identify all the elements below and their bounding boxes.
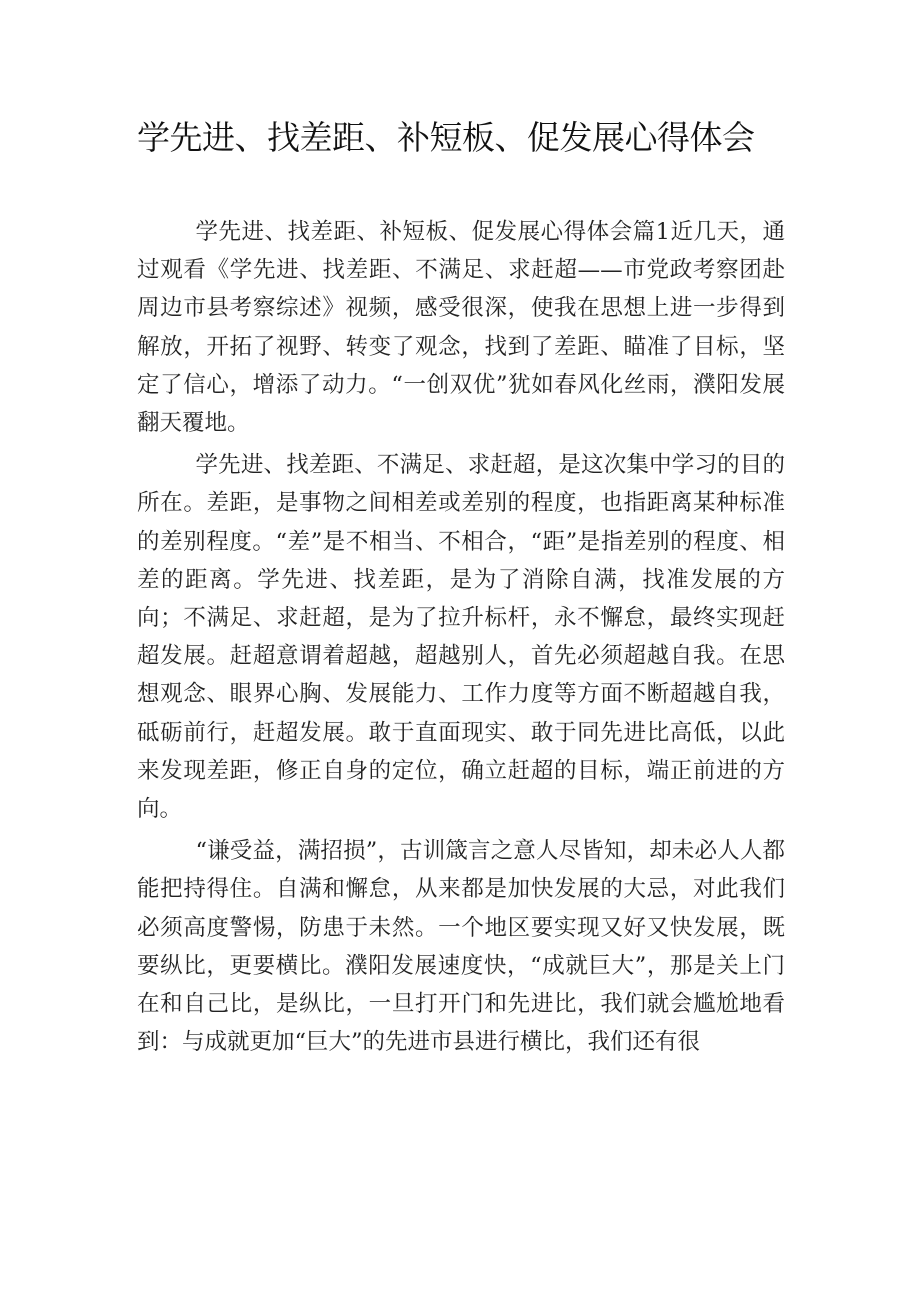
paragraph-2: 学先进、找差距、不满足、求赶超，是这次集中学习的目的所在。差距，是事物之间相差或差别的程度，也指距离某种标准的差别程度。“差”是不相当、不相合，“距”是指差别的程度、相差的距离。学先进、找差距，是为了消除自满，找准发展的方向；不满足、求赶超，是为了拉升标杆，永不懈怠，最终实现赶超发展。赶超意谓着超越，超越别人，首先必须超越自我。在思想观念、眼界心胸、发展能力、工作力度等方面不断超越自我，砥砺前行，赶超发展。敢于直面现实、敢于同先进比高低，以此来发现差距，修正自身的定位，确立赶超的目标，端正前进的方向。 — [137, 452, 785, 823]
document-body — [137, 213, 785, 1061]
document-title: 学先进、找差距、补短板、促发展心得体会 — [137, 118, 755, 157]
paragraph-3: “谦受益，满招损”，古训箴言之意人尽皆知，却未必人人都能把持得住。自满和懈怠，从来都是加快发展的大忌，对此我们必须高度警惕，防患于未然。一个地区要实现又好又快发展，既要纵比，更要横比。濮阳发展速度快，“成就巨大”，那是关上门在和自己比，是纵比，一旦打开门和先进比，我们就会尴尬地看到：与成就更加“巨大”的先进市县进行横比，我们还有很 — [137, 838, 785, 1056]
paragraph-1: 学先进、找差距、补短板、促发展心得体会篇1近几天，通过观看《学先进、找差距、不满足、求赶超——市党政考察团赴周边市县考察综述》视频，感受很深，使我在思想上进一步得到解放，开拓了视野、转变了观念，找到了差距、瞄准了目标，坚定了信心，增添了动力。“一创双优”犹如春风化丝雨，濮阳发展翻天覆地。 — [137, 219, 785, 437]
